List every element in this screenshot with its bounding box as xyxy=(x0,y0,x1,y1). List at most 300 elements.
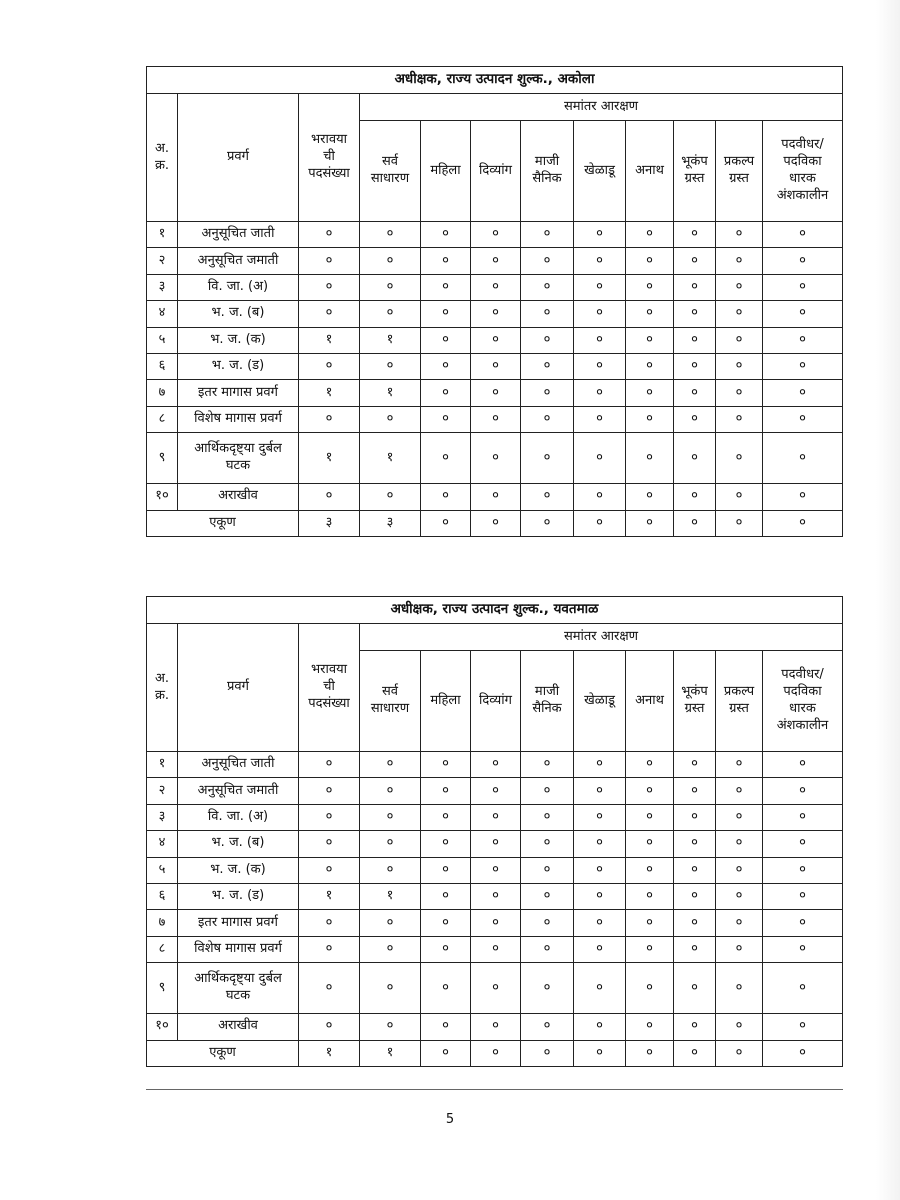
value-cell: ० xyxy=(360,804,421,830)
value-cell: ० xyxy=(521,1014,574,1040)
value-cell: ० xyxy=(574,406,626,432)
serial-number: १ xyxy=(147,222,178,248)
value-cell: ० xyxy=(674,406,716,432)
table-row xyxy=(147,353,843,379)
value-cell: ० xyxy=(626,327,674,353)
value-cell: ० xyxy=(471,883,521,909)
value-cell: ० xyxy=(763,831,843,857)
value-cell: ० xyxy=(716,778,763,804)
value-cell: ० xyxy=(716,963,763,1014)
value-cell: ० xyxy=(674,353,716,379)
value-cell: ० xyxy=(626,433,674,484)
total-value: ० xyxy=(574,510,626,536)
total-row xyxy=(147,510,843,536)
value-cell: ० xyxy=(471,1014,521,1040)
subcategory-header: भूकंप ग्रस्त xyxy=(674,121,716,222)
value-cell: ० xyxy=(521,910,574,936)
serial-number: ८ xyxy=(147,936,178,962)
total-value: ० xyxy=(763,510,843,536)
value-cell: ० xyxy=(626,1014,674,1040)
value-cell: ० xyxy=(626,301,674,327)
table-row xyxy=(147,433,843,484)
value-cell: ० xyxy=(574,484,626,510)
table-row xyxy=(147,752,843,778)
category-name: भ. ज. (क) xyxy=(178,327,299,353)
value-cell: ० xyxy=(716,1014,763,1040)
subcategory-header: दिव्यांग xyxy=(471,121,521,222)
subcategory-header: भूकंप ग्रस्त xyxy=(674,651,716,752)
value-cell: ० xyxy=(471,433,521,484)
category-name: इतर मागास प्रवर्ग xyxy=(178,380,299,406)
value-cell: ० xyxy=(421,910,471,936)
value-cell: ० xyxy=(674,778,716,804)
subcategory-header: अनाथ xyxy=(626,121,674,222)
value-cell: ० xyxy=(716,936,763,962)
subcategory-header: खेळाडू xyxy=(574,651,626,752)
table-row xyxy=(147,804,843,830)
value-cell: ० xyxy=(716,406,763,432)
value-cell: ० xyxy=(674,883,716,909)
value-cell: ० xyxy=(574,963,626,1014)
value-cell: ० xyxy=(763,484,843,510)
value-cell: ० xyxy=(674,831,716,857)
value-cell: ० xyxy=(360,963,421,1014)
table-row xyxy=(147,380,843,406)
table-row xyxy=(147,857,843,883)
table-title: अधीक्षक, राज्य उत्पादन शुल्क., अकोला xyxy=(147,67,843,94)
total-value: ० xyxy=(521,510,574,536)
value-cell: ० xyxy=(360,222,421,248)
value-cell: ० xyxy=(574,804,626,830)
value-cell: ० xyxy=(763,963,843,1014)
value-cell: ० xyxy=(574,301,626,327)
serial-number: ८ xyxy=(147,406,178,432)
category-name: भ. ज. (क) xyxy=(178,857,299,883)
value-cell: ० xyxy=(299,752,360,778)
value-cell: ० xyxy=(716,274,763,300)
serial-number: ५ xyxy=(147,327,178,353)
value-cell: ० xyxy=(626,380,674,406)
serial-number: ६ xyxy=(147,353,178,379)
value-cell: ० xyxy=(626,831,674,857)
value-cell: ० xyxy=(471,936,521,962)
table-title: अधीक्षक, राज्य उत्पादन शुल्क., यवतमाळ xyxy=(147,597,843,624)
value-cell: ० xyxy=(716,883,763,909)
value-cell: ० xyxy=(716,433,763,484)
value-cell: ० xyxy=(763,752,843,778)
value-cell: ० xyxy=(421,301,471,327)
value-cell: ० xyxy=(763,804,843,830)
value-cell: ० xyxy=(421,380,471,406)
value-cell: ० xyxy=(299,778,360,804)
serial-number: २ xyxy=(147,778,178,804)
value-cell: ० xyxy=(360,857,421,883)
value-cell: ० xyxy=(626,274,674,300)
table-row xyxy=(147,301,843,327)
value-cell: ० xyxy=(471,274,521,300)
value-cell: ० xyxy=(574,936,626,962)
value-cell: ० xyxy=(521,936,574,962)
table-row xyxy=(147,248,843,274)
value-cell: ० xyxy=(471,248,521,274)
value-cell: ० xyxy=(521,327,574,353)
posts-header: भरावया ची पदसंख्या xyxy=(299,624,360,752)
value-cell: ० xyxy=(360,831,421,857)
subcategory-header: प्रकल्प ग्रस्त xyxy=(716,651,763,752)
value-cell: ० xyxy=(360,778,421,804)
subcategory-header: सर्व साधारण xyxy=(360,651,421,752)
value-cell: ० xyxy=(421,484,471,510)
value-cell: ० xyxy=(716,857,763,883)
value-cell: ० xyxy=(626,752,674,778)
value-cell: ० xyxy=(763,222,843,248)
category-name: वि. जा. (अ) xyxy=(178,804,299,830)
value-cell: ० xyxy=(421,274,471,300)
table-row xyxy=(147,222,843,248)
serial-number: ३ xyxy=(147,274,178,300)
value-cell: ० xyxy=(421,327,471,353)
value-cell: ० xyxy=(674,857,716,883)
serial-number: २ xyxy=(147,248,178,274)
total-value: ० xyxy=(716,510,763,536)
table-row xyxy=(147,778,843,804)
value-cell: ० xyxy=(574,752,626,778)
subcategory-header: माजी सैनिक xyxy=(521,651,574,752)
value-cell: ० xyxy=(299,804,360,830)
value-cell: ० xyxy=(521,274,574,300)
value-cell: ० xyxy=(574,353,626,379)
value-cell: ० xyxy=(421,752,471,778)
page-edge-shade xyxy=(876,0,900,1200)
value-cell: ० xyxy=(763,778,843,804)
value-cell: ० xyxy=(574,327,626,353)
total-label: एकूण xyxy=(147,510,299,536)
value-cell: ० xyxy=(421,831,471,857)
value-cell: ० xyxy=(626,406,674,432)
subcategory-header: पदवीधर/ पदविका धारक अंशकालीन xyxy=(763,121,843,222)
value-cell: १ xyxy=(299,327,360,353)
value-cell: ० xyxy=(471,910,521,936)
value-cell: ० xyxy=(763,327,843,353)
value-cell: ० xyxy=(421,353,471,379)
value-cell: ० xyxy=(471,222,521,248)
value-cell: ० xyxy=(521,484,574,510)
total-value: १ xyxy=(360,1040,421,1066)
header-row xyxy=(147,94,843,121)
value-cell: ० xyxy=(421,857,471,883)
total-label: एकूण xyxy=(147,1040,299,1066)
value-cell: ० xyxy=(626,778,674,804)
value-cell: ० xyxy=(674,752,716,778)
value-cell: ० xyxy=(471,831,521,857)
value-cell: ० xyxy=(574,857,626,883)
value-cell: ० xyxy=(763,883,843,909)
value-cell: ० xyxy=(421,936,471,962)
total-value: ० xyxy=(626,1040,674,1066)
value-cell: ० xyxy=(299,301,360,327)
value-cell: ० xyxy=(360,301,421,327)
category-name: विशेष मागास प्रवर्ग xyxy=(178,936,299,962)
value-cell: ० xyxy=(674,484,716,510)
value-cell: ० xyxy=(716,910,763,936)
total-row xyxy=(147,1040,843,1066)
category-name: भ. ज. (ड) xyxy=(178,353,299,379)
table-row xyxy=(147,831,843,857)
value-cell: ० xyxy=(471,301,521,327)
value-cell: ० xyxy=(674,433,716,484)
total-value: ० xyxy=(421,510,471,536)
value-cell: ० xyxy=(626,484,674,510)
value-cell: ० xyxy=(763,910,843,936)
value-cell: ० xyxy=(521,831,574,857)
category-header: प्रवर्ग xyxy=(178,624,299,752)
value-cell: ० xyxy=(299,274,360,300)
reservation-table-akola xyxy=(146,66,843,537)
value-cell: ० xyxy=(299,406,360,432)
value-cell: ० xyxy=(421,804,471,830)
value-cell: ० xyxy=(574,274,626,300)
serial-number: ९ xyxy=(147,433,178,484)
value-cell: ० xyxy=(521,857,574,883)
category-name: इतर मागास प्रवर्ग xyxy=(178,910,299,936)
table-row xyxy=(147,406,843,432)
value-cell: ० xyxy=(716,831,763,857)
value-cell: ० xyxy=(471,963,521,1014)
value-cell: ० xyxy=(674,804,716,830)
table-row xyxy=(147,963,843,1014)
value-cell: ० xyxy=(521,963,574,1014)
value-cell: ० xyxy=(299,910,360,936)
value-cell: ० xyxy=(360,910,421,936)
value-cell: ० xyxy=(574,433,626,484)
table-row xyxy=(147,883,843,909)
value-cell: ० xyxy=(674,380,716,406)
total-value: ० xyxy=(674,1040,716,1066)
serial-number: ७ xyxy=(147,380,178,406)
value-cell: १ xyxy=(360,433,421,484)
serial-number: ९ xyxy=(147,963,178,1014)
value-cell: ० xyxy=(716,327,763,353)
value-cell: ० xyxy=(626,248,674,274)
total-value: ० xyxy=(471,510,521,536)
value-cell: ० xyxy=(626,857,674,883)
value-cell: १ xyxy=(360,327,421,353)
category-name: वि. जा. (अ) xyxy=(178,274,299,300)
total-value: ० xyxy=(521,1040,574,1066)
value-cell: ० xyxy=(471,406,521,432)
serial-number: ६ xyxy=(147,883,178,909)
value-cell: ० xyxy=(471,327,521,353)
category-header: प्रवर्ग xyxy=(178,94,299,222)
value-cell: ० xyxy=(674,327,716,353)
category-name: आर्थिकदृष्ट्या दुर्बल घटक xyxy=(178,963,299,1014)
subcategory-header: माजी सैनिक xyxy=(521,121,574,222)
category-name: विशेष मागास प्रवर्ग xyxy=(178,406,299,432)
subcategory-header: सर्व साधारण xyxy=(360,121,421,222)
value-cell: ० xyxy=(360,248,421,274)
value-cell: ० xyxy=(674,910,716,936)
value-cell: ० xyxy=(421,248,471,274)
value-cell: ० xyxy=(626,936,674,962)
value-cell: ० xyxy=(521,752,574,778)
total-value: ० xyxy=(421,1040,471,1066)
value-cell: ० xyxy=(716,301,763,327)
value-cell: ० xyxy=(674,936,716,962)
value-cell: ० xyxy=(360,484,421,510)
value-cell: ० xyxy=(299,484,360,510)
value-cell: ० xyxy=(574,1014,626,1040)
value-cell: ० xyxy=(674,1014,716,1040)
value-cell: ० xyxy=(521,301,574,327)
value-cell: ० xyxy=(716,380,763,406)
category-name: भ. ज. (ब) xyxy=(178,301,299,327)
table-row xyxy=(147,936,843,962)
value-cell: १ xyxy=(360,883,421,909)
category-name: अराखीव xyxy=(178,1014,299,1040)
category-name: अनुसूचित जमाती xyxy=(178,248,299,274)
value-cell: ० xyxy=(471,804,521,830)
category-name: अनुसूचित जमाती xyxy=(178,778,299,804)
total-value: ० xyxy=(574,1040,626,1066)
value-cell: ० xyxy=(521,433,574,484)
value-cell: ० xyxy=(674,301,716,327)
reservation-table-yavatmal xyxy=(146,596,843,1067)
value-cell: ० xyxy=(521,406,574,432)
serial-number-header: अ. क्र. xyxy=(147,94,178,222)
value-cell: ० xyxy=(521,248,574,274)
total-value: ३ xyxy=(299,510,360,536)
value-cell: ० xyxy=(763,274,843,300)
value-cell: ० xyxy=(521,804,574,830)
table-title-row xyxy=(147,67,843,94)
value-cell: ० xyxy=(521,380,574,406)
value-cell: ० xyxy=(421,406,471,432)
value-cell: ० xyxy=(626,883,674,909)
value-cell: ० xyxy=(471,484,521,510)
value-cell: ० xyxy=(360,274,421,300)
value-cell: ० xyxy=(360,752,421,778)
value-cell: ० xyxy=(763,301,843,327)
value-cell: ० xyxy=(674,274,716,300)
serial-number-header: अ. क्र. xyxy=(147,624,178,752)
table-row xyxy=(147,1014,843,1040)
value-cell: ० xyxy=(763,433,843,484)
value-cell: ० xyxy=(299,222,360,248)
value-cell: ० xyxy=(716,804,763,830)
serial-number: ५ xyxy=(147,857,178,883)
value-cell: ० xyxy=(626,910,674,936)
total-value: ० xyxy=(626,510,674,536)
table-row xyxy=(147,910,843,936)
category-name: आर्थिकदृष्ट्या दुर्बल घटक xyxy=(178,433,299,484)
serial-number: ४ xyxy=(147,831,178,857)
value-cell: १ xyxy=(299,883,360,909)
table-row xyxy=(147,484,843,510)
parallel-reservation-header: समांतर आरक्षण xyxy=(360,94,843,121)
value-cell: ० xyxy=(521,222,574,248)
category-name: भ. ज. (ड) xyxy=(178,883,299,909)
value-cell: ० xyxy=(574,910,626,936)
value-cell: ० xyxy=(716,353,763,379)
value-cell: ० xyxy=(763,857,843,883)
value-cell: ० xyxy=(574,883,626,909)
value-cell: ० xyxy=(574,248,626,274)
subcategory-header: प्रकल्प ग्रस्त xyxy=(716,121,763,222)
value-cell: ० xyxy=(299,963,360,1014)
page-number: 5 xyxy=(445,1112,455,1127)
value-cell: ० xyxy=(763,248,843,274)
subcategory-header: महिला xyxy=(421,121,471,222)
value-cell: ० xyxy=(360,353,421,379)
value-cell: ० xyxy=(421,963,471,1014)
value-cell: ० xyxy=(299,353,360,379)
value-cell: ० xyxy=(360,936,421,962)
serial-number: ४ xyxy=(147,301,178,327)
value-cell: ० xyxy=(763,380,843,406)
value-cell: ० xyxy=(521,353,574,379)
value-cell: ० xyxy=(763,1014,843,1040)
total-value: ३ xyxy=(360,510,421,536)
value-cell: ० xyxy=(421,433,471,484)
value-cell: ० xyxy=(574,380,626,406)
value-cell: ० xyxy=(674,248,716,274)
value-cell: ० xyxy=(626,963,674,1014)
value-cell: ० xyxy=(299,248,360,274)
category-name: अनुसूचित जाती xyxy=(178,752,299,778)
table-title-row xyxy=(147,597,843,624)
serial-number: ३ xyxy=(147,804,178,830)
category-name: अराखीव xyxy=(178,484,299,510)
value-cell: ० xyxy=(299,831,360,857)
value-cell: ० xyxy=(626,353,674,379)
subcategory-header: अनाथ xyxy=(626,651,674,752)
value-cell: ० xyxy=(471,778,521,804)
value-cell: ० xyxy=(521,778,574,804)
subcategory-header: दिव्यांग xyxy=(471,651,521,752)
total-value: १ xyxy=(299,1040,360,1066)
subcategory-header: महिला xyxy=(421,651,471,752)
value-cell: १ xyxy=(299,380,360,406)
value-cell: ० xyxy=(574,778,626,804)
category-name: भ. ज. (ब) xyxy=(178,831,299,857)
category-name: अनुसूचित जाती xyxy=(178,222,299,248)
value-cell: ० xyxy=(763,353,843,379)
total-value: ० xyxy=(471,1040,521,1066)
value-cell: ० xyxy=(421,222,471,248)
value-cell: ० xyxy=(716,222,763,248)
total-value: ० xyxy=(716,1040,763,1066)
value-cell: १ xyxy=(360,380,421,406)
posts-header: भरावया ची पदसंख्या xyxy=(299,94,360,222)
parallel-reservation-header: समांतर आरक्षण xyxy=(360,624,843,651)
subcategory-header: खेळाडू xyxy=(574,121,626,222)
value-cell: ० xyxy=(674,222,716,248)
value-cell: १ xyxy=(299,433,360,484)
total-value: ० xyxy=(674,510,716,536)
value-cell: ० xyxy=(763,406,843,432)
table-row xyxy=(147,327,843,353)
value-cell: ० xyxy=(626,222,674,248)
header-row xyxy=(147,624,843,651)
serial-number: १० xyxy=(147,1014,178,1040)
value-cell: ० xyxy=(521,883,574,909)
value-cell: ० xyxy=(716,248,763,274)
value-cell: ० xyxy=(299,936,360,962)
footer-divider xyxy=(146,1089,843,1090)
serial-number: १० xyxy=(147,484,178,510)
value-cell: ० xyxy=(471,857,521,883)
table-row xyxy=(147,274,843,300)
